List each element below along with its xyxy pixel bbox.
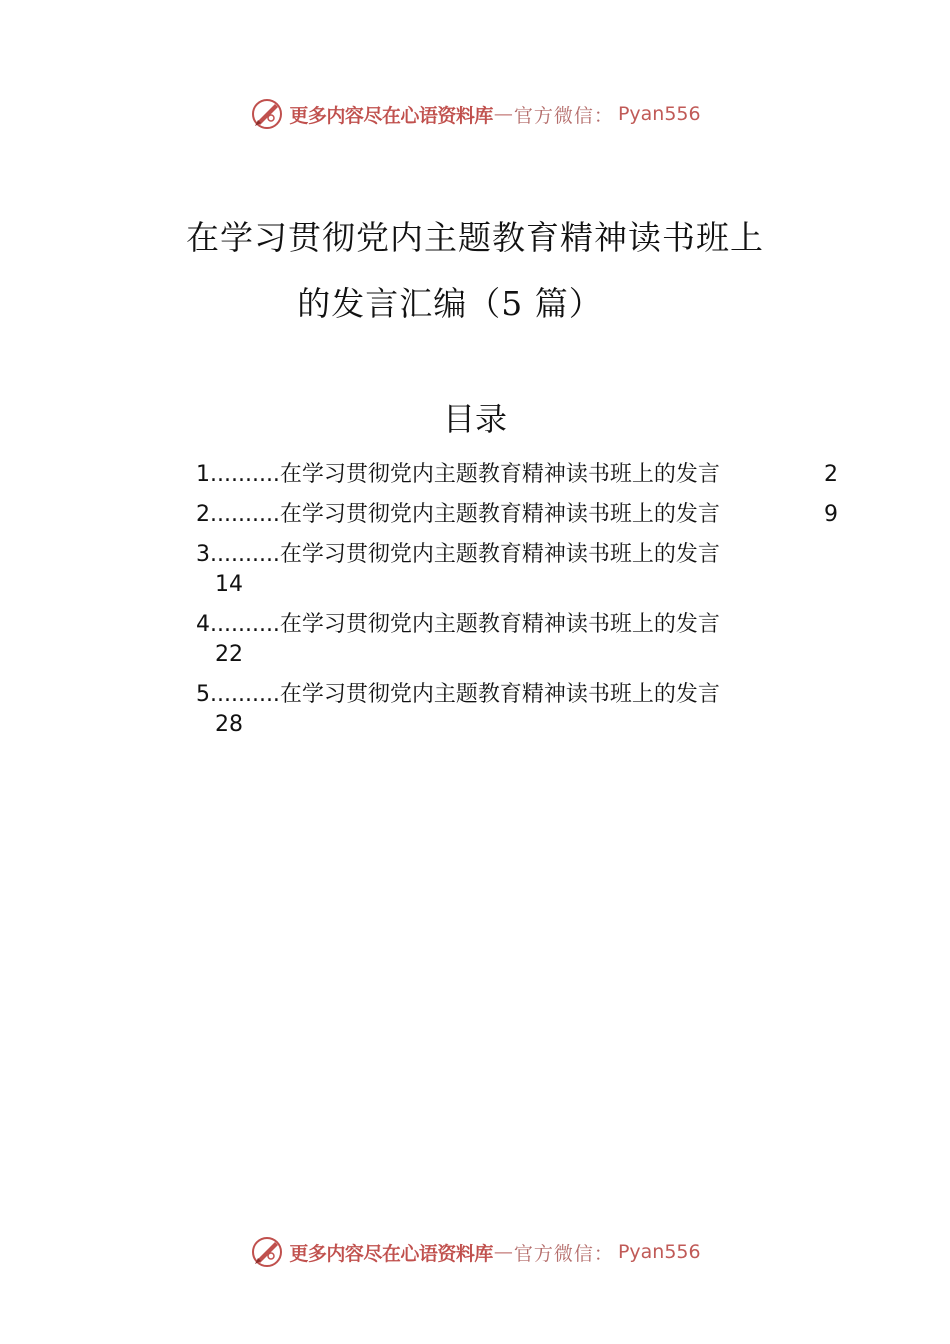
toc-entry-text: 3..........在学习贯彻党内主题教育精神读书班上的发言 [196,542,720,567]
banner-wechat-id: Pyan556 [617,103,701,125]
toc-page-number: 9 [824,502,838,527]
banner-dash: — [493,103,513,125]
toc-page-number: 14 [215,572,243,597]
banner-wechat-id: Pyan556 [617,1241,701,1263]
pen-nib-logo-icon [249,1234,285,1270]
toc-page-number: 22 [215,642,243,667]
pen-nib-logo-icon [249,96,285,132]
banner-dash: — [493,1241,513,1263]
header-banner [0,94,950,134]
banner-official-text: 官方微信： [513,1242,614,1265]
toc-entry-text: 2..........在学习贯彻党内主题教育精神读书班上的发言 [196,502,720,527]
toc-item[interactable] [196,610,846,680]
toc-page-number: 2 [824,462,838,487]
toc-item[interactable] [196,680,846,750]
document-title-line-1: 在学习贯彻党内主题教育精神读书班上 [186,218,764,257]
table-of-contents [196,460,846,750]
banner-brand-text: 更多内容尽在心语资料库 [289,1242,493,1265]
toc-entry-text: 1..........在学习贯彻党内主题教育精神读书班上的发言 [196,462,720,487]
document-title-line-2: 的发言汇编（5 篇） [297,284,603,323]
toc-item[interactable] [196,500,846,540]
toc-entry-text: 4..........在学习贯彻党内主题教育精神读书班上的发言 [196,612,720,637]
toc-heading: 目录 [442,400,507,438]
toc-entry-text: 5..........在学习贯彻党内主题教育精神读书班上的发言 [196,682,720,707]
banner-official-text: 官方微信： [513,104,614,127]
toc-page-number: 28 [215,712,243,737]
footer-banner [0,1232,950,1272]
banner-brand-text: 更多内容尽在心语资料库 [289,104,493,127]
toc-item[interactable] [196,540,846,610]
toc-item[interactable] [196,460,846,500]
